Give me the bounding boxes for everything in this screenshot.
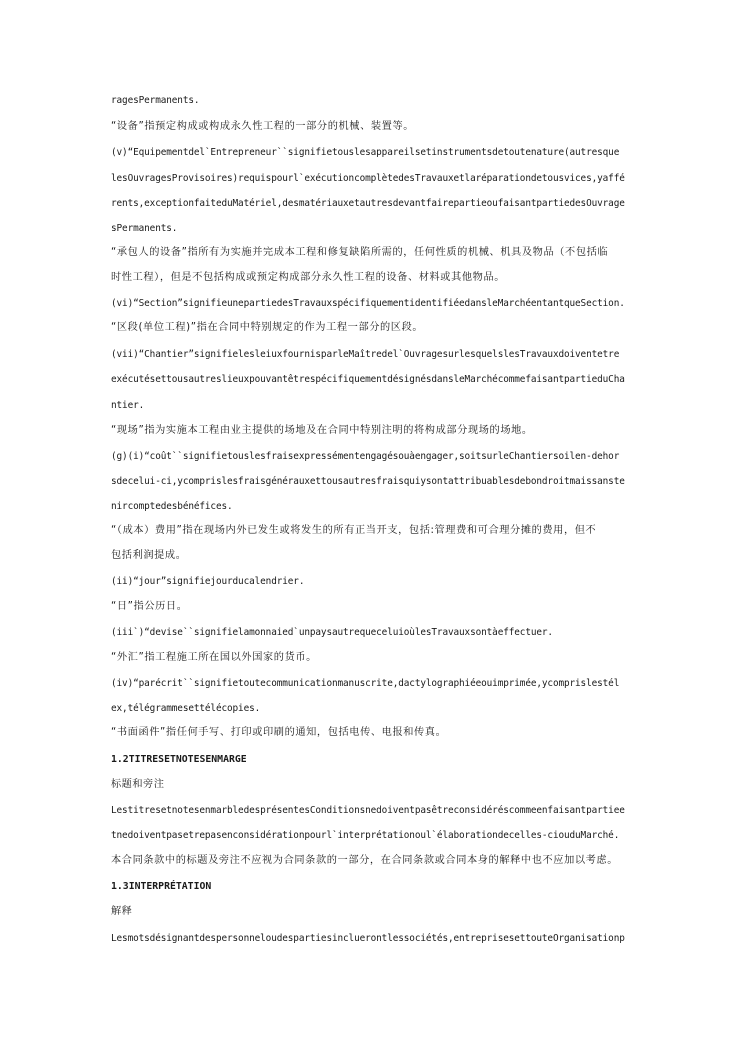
- text-line: “设备”指预定构成或构成永久性工程的一部分的机械、装置等。: [111, 121, 415, 132]
- text-line: lesOuvragesProvisoires)requispourl`exécutioncomplètedesTravauxetlaréparationdetousvices,yaffé: [111, 173, 625, 184]
- text-line: “现场”指为实施本工程由业主提供的场地及在合同中特别注明的将构成部分现场的场地。: [111, 425, 533, 436]
- text-line: “承包人的设备”指所有为实施并完成本工程和修复缺陷所需的，任何性质的机械、机具及物品（不包括临: [111, 247, 609, 258]
- text-line: “书面函件”指任何手写、打印或印刷的通知，包括电传、电报和传真。: [111, 727, 447, 738]
- text-line: (g)(i)“coût``signifietouslesfraisexpressémentengagésouàengager,soitsurleChantiersoilen-dehor: [111, 451, 620, 462]
- text-line: 本合同条款中的标题及旁注不应视为合同条款的一部分，在合同条款或合同本身的解释中也不应加以考虑。: [111, 855, 619, 866]
- text-line: rents,exceptionfaiteduMatériel,desmatériauxetautresdevantfairepartieoufaisantpartiedesOuvrage: [111, 198, 625, 209]
- section-heading: 1.2TITRESETNOTESENMARGE: [111, 754, 247, 765]
- section-subtitle: 解释: [111, 906, 133, 917]
- text-line: (iii`)“devise``signifielamonnaied`unpaysautrequeceluioùlesTravauxsontàeffectuer.: [111, 627, 553, 638]
- text-line: “外汇”指工程施工所在国以外国家的货币。: [111, 652, 317, 663]
- text-line: (v)“Equipementdel`Entrepreneur``signifietouslesappareilsetinstrumentsdetoutenature(autresque: [111, 147, 620, 158]
- text-line: ntier.: [111, 400, 145, 411]
- text-line: sdecelui-ci,ycomprislesfraisgénérauxettousautresfraisquiysontattribuablesdebondroitmaissanste: [111, 476, 625, 487]
- text-line: LestitresetnotesenmarbledesprésentesConditionsnedoiventpasêtreconsidéréscommeenfaisantpartiee: [111, 805, 625, 816]
- text-line: exécutésettousautreslieuxpouvantêtrespécifiquementdésignésdansleMarchécommefaisantpartieduCha: [111, 374, 625, 385]
- text-line: “区段(单位工程)”指在合同中特别规定的作为工程一部分的区段。: [111, 322, 424, 333]
- text-line: ragesPermanents.: [111, 95, 200, 106]
- section-heading: 1.3INTERPRÉTATION: [111, 881, 212, 892]
- text-line: Lesmotsdésignantdespersonneloudespartiesincluerontlessociétés,entreprisesettouteOrganisationp: [111, 933, 625, 944]
- text-line: “（成本）费用”指在现场内外已发生或将发生的所有正当开支，包括:管理费和可合理分摊的费用，但不: [111, 525, 597, 536]
- text-line: (ii)“jour”signifiejourducalendrier.: [111, 576, 305, 587]
- text-line: (vi)“Section”signifieunepartiedesTravauxspécifiquementidentifiéedansleMarchéentantqueSection.: [111, 298, 625, 309]
- text-line: ex,télégrammesettélécopies.: [111, 703, 261, 714]
- text-line: (iv)“parécrit``signifietoutecommunicationmanuscrite,dactylographiéeouimprimée,ycomprislestél: [111, 678, 620, 689]
- text-line: “日”指公历日。: [111, 601, 188, 612]
- text-line: sPermanents.: [111, 223, 178, 234]
- text-line: 包括利润提成。: [111, 550, 187, 561]
- text-line: (vii)“Chantier”signifielesleiuxfournisparleMaîtredel`OuvragesurlesquelslesTravauxdoiventetre: [111, 349, 620, 360]
- section-subtitle: 标题和旁注: [111, 779, 165, 790]
- text-line: nircomptedesbénéfices.: [111, 501, 233, 512]
- text-line: 时性工程），但是不包括构成或预定构成部分永久性工程的设备、材料或其他物品。: [111, 272, 506, 283]
- text-line: tnedoiventpasetrepasenconsidérationpourl`interprétationoul`élaborationdecelles-ciouduMarché.: [111, 830, 620, 841]
